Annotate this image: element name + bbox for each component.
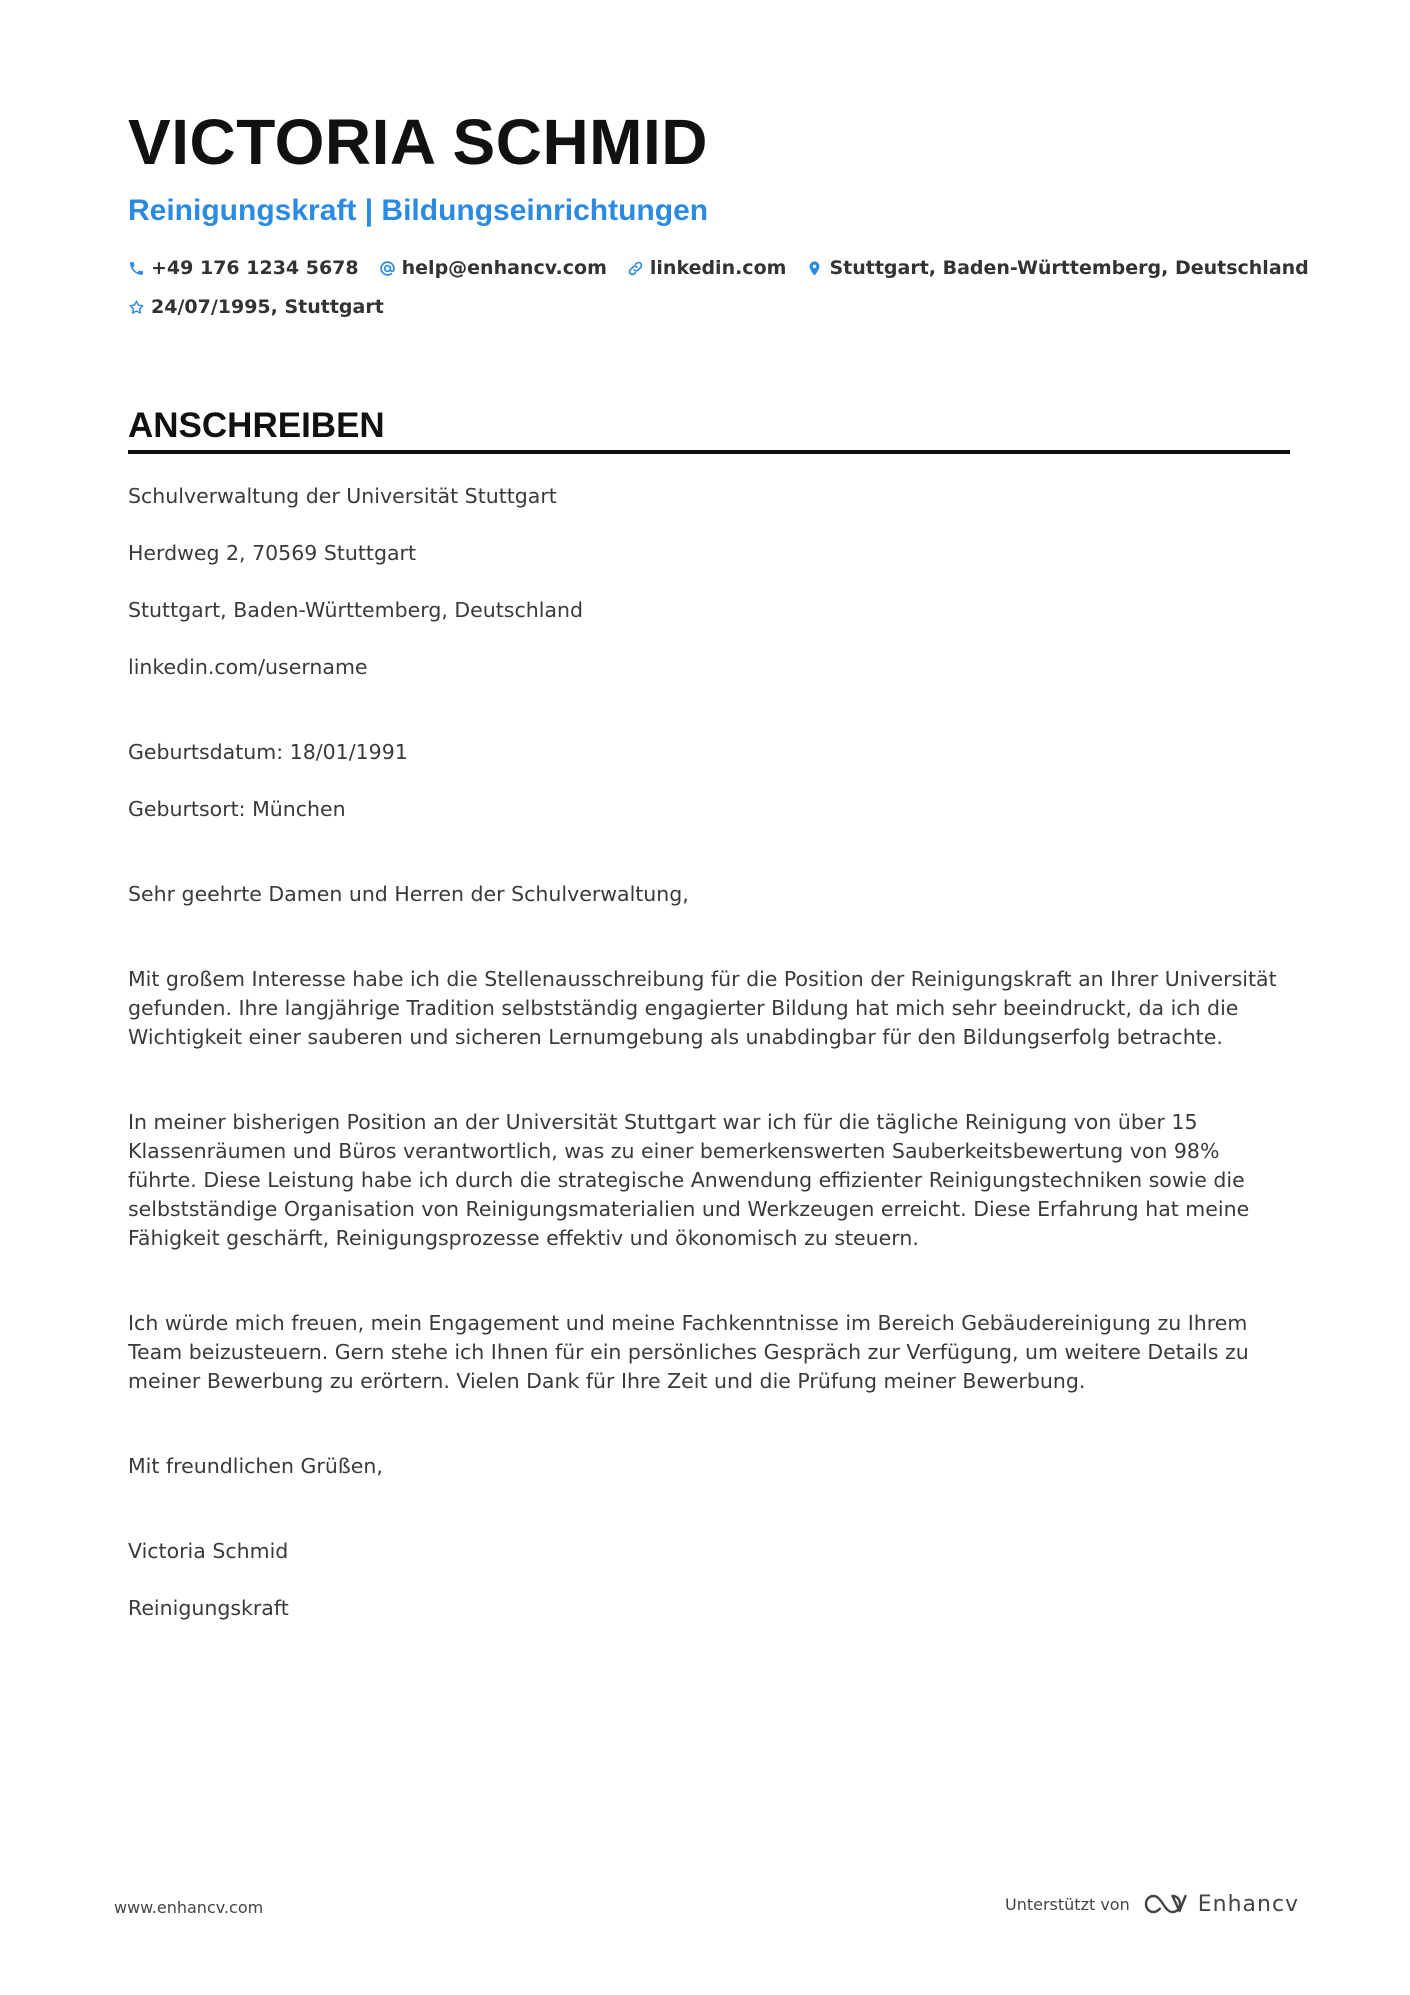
candidate-headline: Reinigungskraft | Bildungseinrichtungen — [128, 194, 709, 227]
link-icon — [627, 260, 644, 277]
birth-place: Geburtsort: München — [128, 797, 346, 821]
recipient-line: Schulverwaltung der Universität Stuttgart — [128, 484, 557, 508]
contact-info — [128, 255, 1309, 333]
birth-date: Geburtsdatum: 18/01/1991 — [128, 740, 408, 764]
letter-body — [128, 482, 1290, 1623]
signature-name: Victoria Schmid — [128, 1539, 289, 1563]
phone-icon — [128, 260, 145, 277]
contact-linkedin-text: linkedin.com — [649, 257, 787, 279]
powered-by-label: Unterstützt von — [1005, 1894, 1130, 1914]
contact-row-2 — [128, 294, 1290, 320]
contact-email-text: help@enhancv.com — [401, 257, 607, 279]
contact-birth-text: 24/07/1995, Stuttgart — [151, 296, 384, 318]
recipient-line: Herdweg 2, 70569 Stuttgart — [128, 541, 416, 565]
signature-title: Reinigungskraft — [128, 1596, 289, 1620]
candidate-name: VICTORIA SCHMID — [128, 106, 708, 178]
letter-paragraph: Mit großem Interesse habe ich die Stellenausschreibung für die Position der Reinigungskraft an Ihrer Universität gefunden. Ihre langjährige Tradition selbstständig engagierter Bildung hat mich sehr beeindruckt, da ich die Wichtigkeit einer sauberen und sicheren Lernumgebung als unabdingbar für den Bildungserfolg betrachte. — [128, 967, 1277, 1049]
contact-location-text: Stuttgart, Baden-Württemberg, Deutschland — [829, 257, 1309, 279]
section-divider — [128, 450, 1290, 454]
contact-linkedin[interactable] — [627, 257, 787, 279]
enhancv-brand: Enhancv — [1197, 1891, 1300, 1917]
contact-row-1 — [128, 255, 1309, 281]
contact-birth — [128, 296, 384, 318]
letter-paragraph: Ich würde mich freuen, mein Engagement und meine Fachkenntnisse im Bereich Gebäudereinigung zu Ihrem Team beizusteuern. Gern stehe ich Ihnen für ein persönliches Gespräch zur Verfügung, um weitere Details zu meiner Bewerbung zu erörtern. Vielen Dank für Ihre Zeit und die Prüfung meiner Bewerbung. — [128, 1311, 1249, 1393]
contact-location — [806, 257, 1308, 279]
contact-phone[interactable] — [128, 257, 359, 279]
closing: Mit freundlichen Grüßen, — [128, 1454, 383, 1478]
salutation: Sehr geehrte Damen und Herren der Schulverwaltung, — [128, 882, 689, 906]
enhancv-logo-icon — [1142, 1891, 1188, 1917]
map-pin-icon — [806, 260, 823, 277]
letter-paragraph: In meiner bisherigen Position an der Universität Stuttgart war ich für die tägliche Reinigung von über 15 Klassenräumen und Büros verantwortlich, was zu einer bemerkenswerten Sauberkeitsbewertung von 98% führte. Diese Leistung habe ich durch die strategische Anwendung effizienter Reinigungstechniken sowie die selbstständige Organisation von Reinigungsmaterialien und Werkzeugen erreicht. Diese Erfahrung hat meine Fähigkeit geschärft, Reinigungsprozesse effektiv und ökonomisch zu steuern. — [128, 1110, 1250, 1250]
section-title: ANSCHREIBEN — [128, 406, 385, 445]
at-icon — [379, 260, 396, 277]
powered-by[interactable] — [1005, 1887, 1299, 1921]
contact-phone-text: +49 176 1234 5678 — [151, 257, 359, 279]
star-icon — [128, 299, 145, 316]
footer-url[interactable]: www.enhancv.com — [114, 1898, 264, 1917]
recipient-line: Stuttgart, Baden-Württemberg, Deutschland — [128, 598, 583, 622]
recipient-line: linkedin.com/username — [128, 655, 368, 679]
contact-email[interactable] — [379, 257, 607, 279]
